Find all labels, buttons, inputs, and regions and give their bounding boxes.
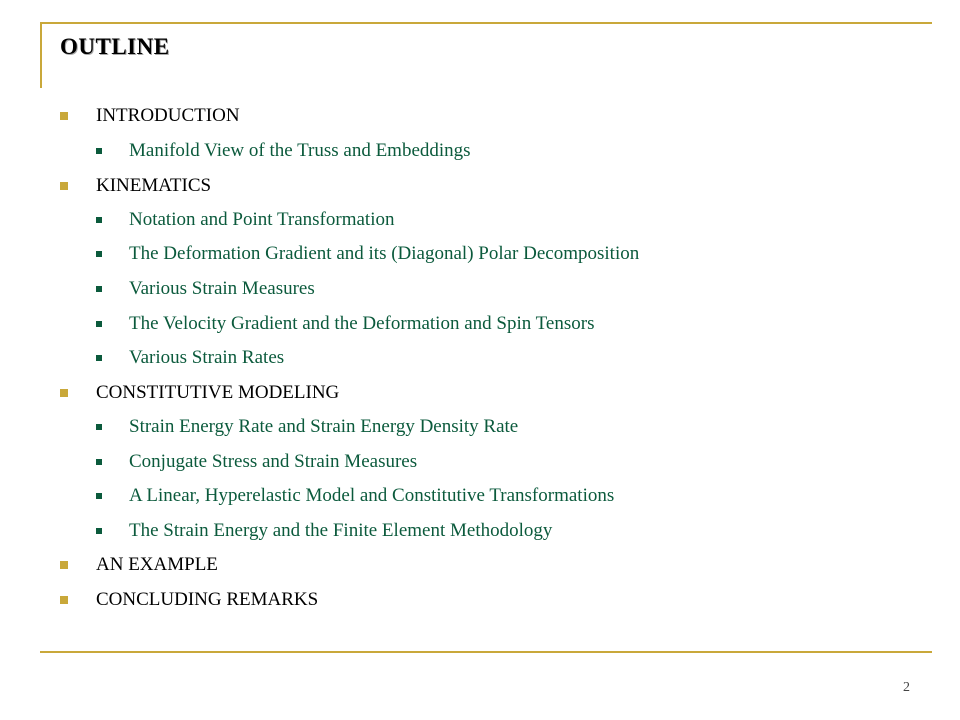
square-bullet-icon bbox=[96, 355, 102, 361]
square-bullet-icon bbox=[60, 112, 68, 120]
outline-subitem-label: Various Strain Rates bbox=[129, 347, 285, 368]
outline-subitem-label: The Velocity Gradient and the Deformation and Spin Tensors bbox=[129, 313, 595, 334]
outline-subitem-label: Strain Energy Rate and Strain Energy Density Rate bbox=[129, 416, 519, 437]
square-bullet-icon bbox=[96, 459, 102, 465]
square-bullet-icon bbox=[96, 493, 102, 499]
outline-subitem-label: Notation and Point Transformation bbox=[129, 209, 395, 230]
square-bullet-icon bbox=[60, 596, 68, 604]
square-bullet-icon bbox=[96, 321, 102, 327]
square-bullet-icon bbox=[60, 561, 68, 569]
outline-item-label: CONCLUDING REMARKS bbox=[96, 589, 319, 610]
square-bullet-icon bbox=[60, 182, 68, 190]
outline-subitem-label: A Linear, Hyperelastic Model and Constitutive Transformations bbox=[129, 485, 615, 506]
square-bullet-icon bbox=[96, 286, 102, 292]
outline-item-label: INTRODUCTION bbox=[96, 105, 240, 126]
square-bullet-icon bbox=[96, 148, 102, 154]
slide-title: OUTLINE bbox=[60, 34, 170, 59]
bottom-rule bbox=[40, 651, 932, 653]
outline-subitem-label: The Strain Energy and the Finite Element Methodology bbox=[129, 520, 553, 541]
page-number: 2 bbox=[903, 680, 910, 695]
outline-item-label: AN EXAMPLE bbox=[96, 554, 218, 575]
square-bullet-icon bbox=[96, 424, 102, 430]
outline-subitem-label: Manifold View of the Truss and Embeddings bbox=[129, 140, 471, 161]
square-bullet-icon bbox=[96, 251, 102, 257]
outline-subitem-label: The Deformation Gradient and its (Diagonal) Polar Decomposition bbox=[129, 243, 640, 264]
outline-subitem-label: Conjugate Stress and Strain Measures bbox=[129, 451, 418, 472]
square-bullet-icon bbox=[96, 528, 102, 534]
square-bullet-icon bbox=[96, 217, 102, 223]
outline-item-label: KINEMATICS bbox=[96, 175, 212, 196]
outline-subitem-label: Various Strain Measures bbox=[129, 278, 315, 299]
square-bullet-icon bbox=[60, 389, 68, 397]
outline-item-label: CONSTITUTIVE MODELING bbox=[96, 382, 340, 403]
